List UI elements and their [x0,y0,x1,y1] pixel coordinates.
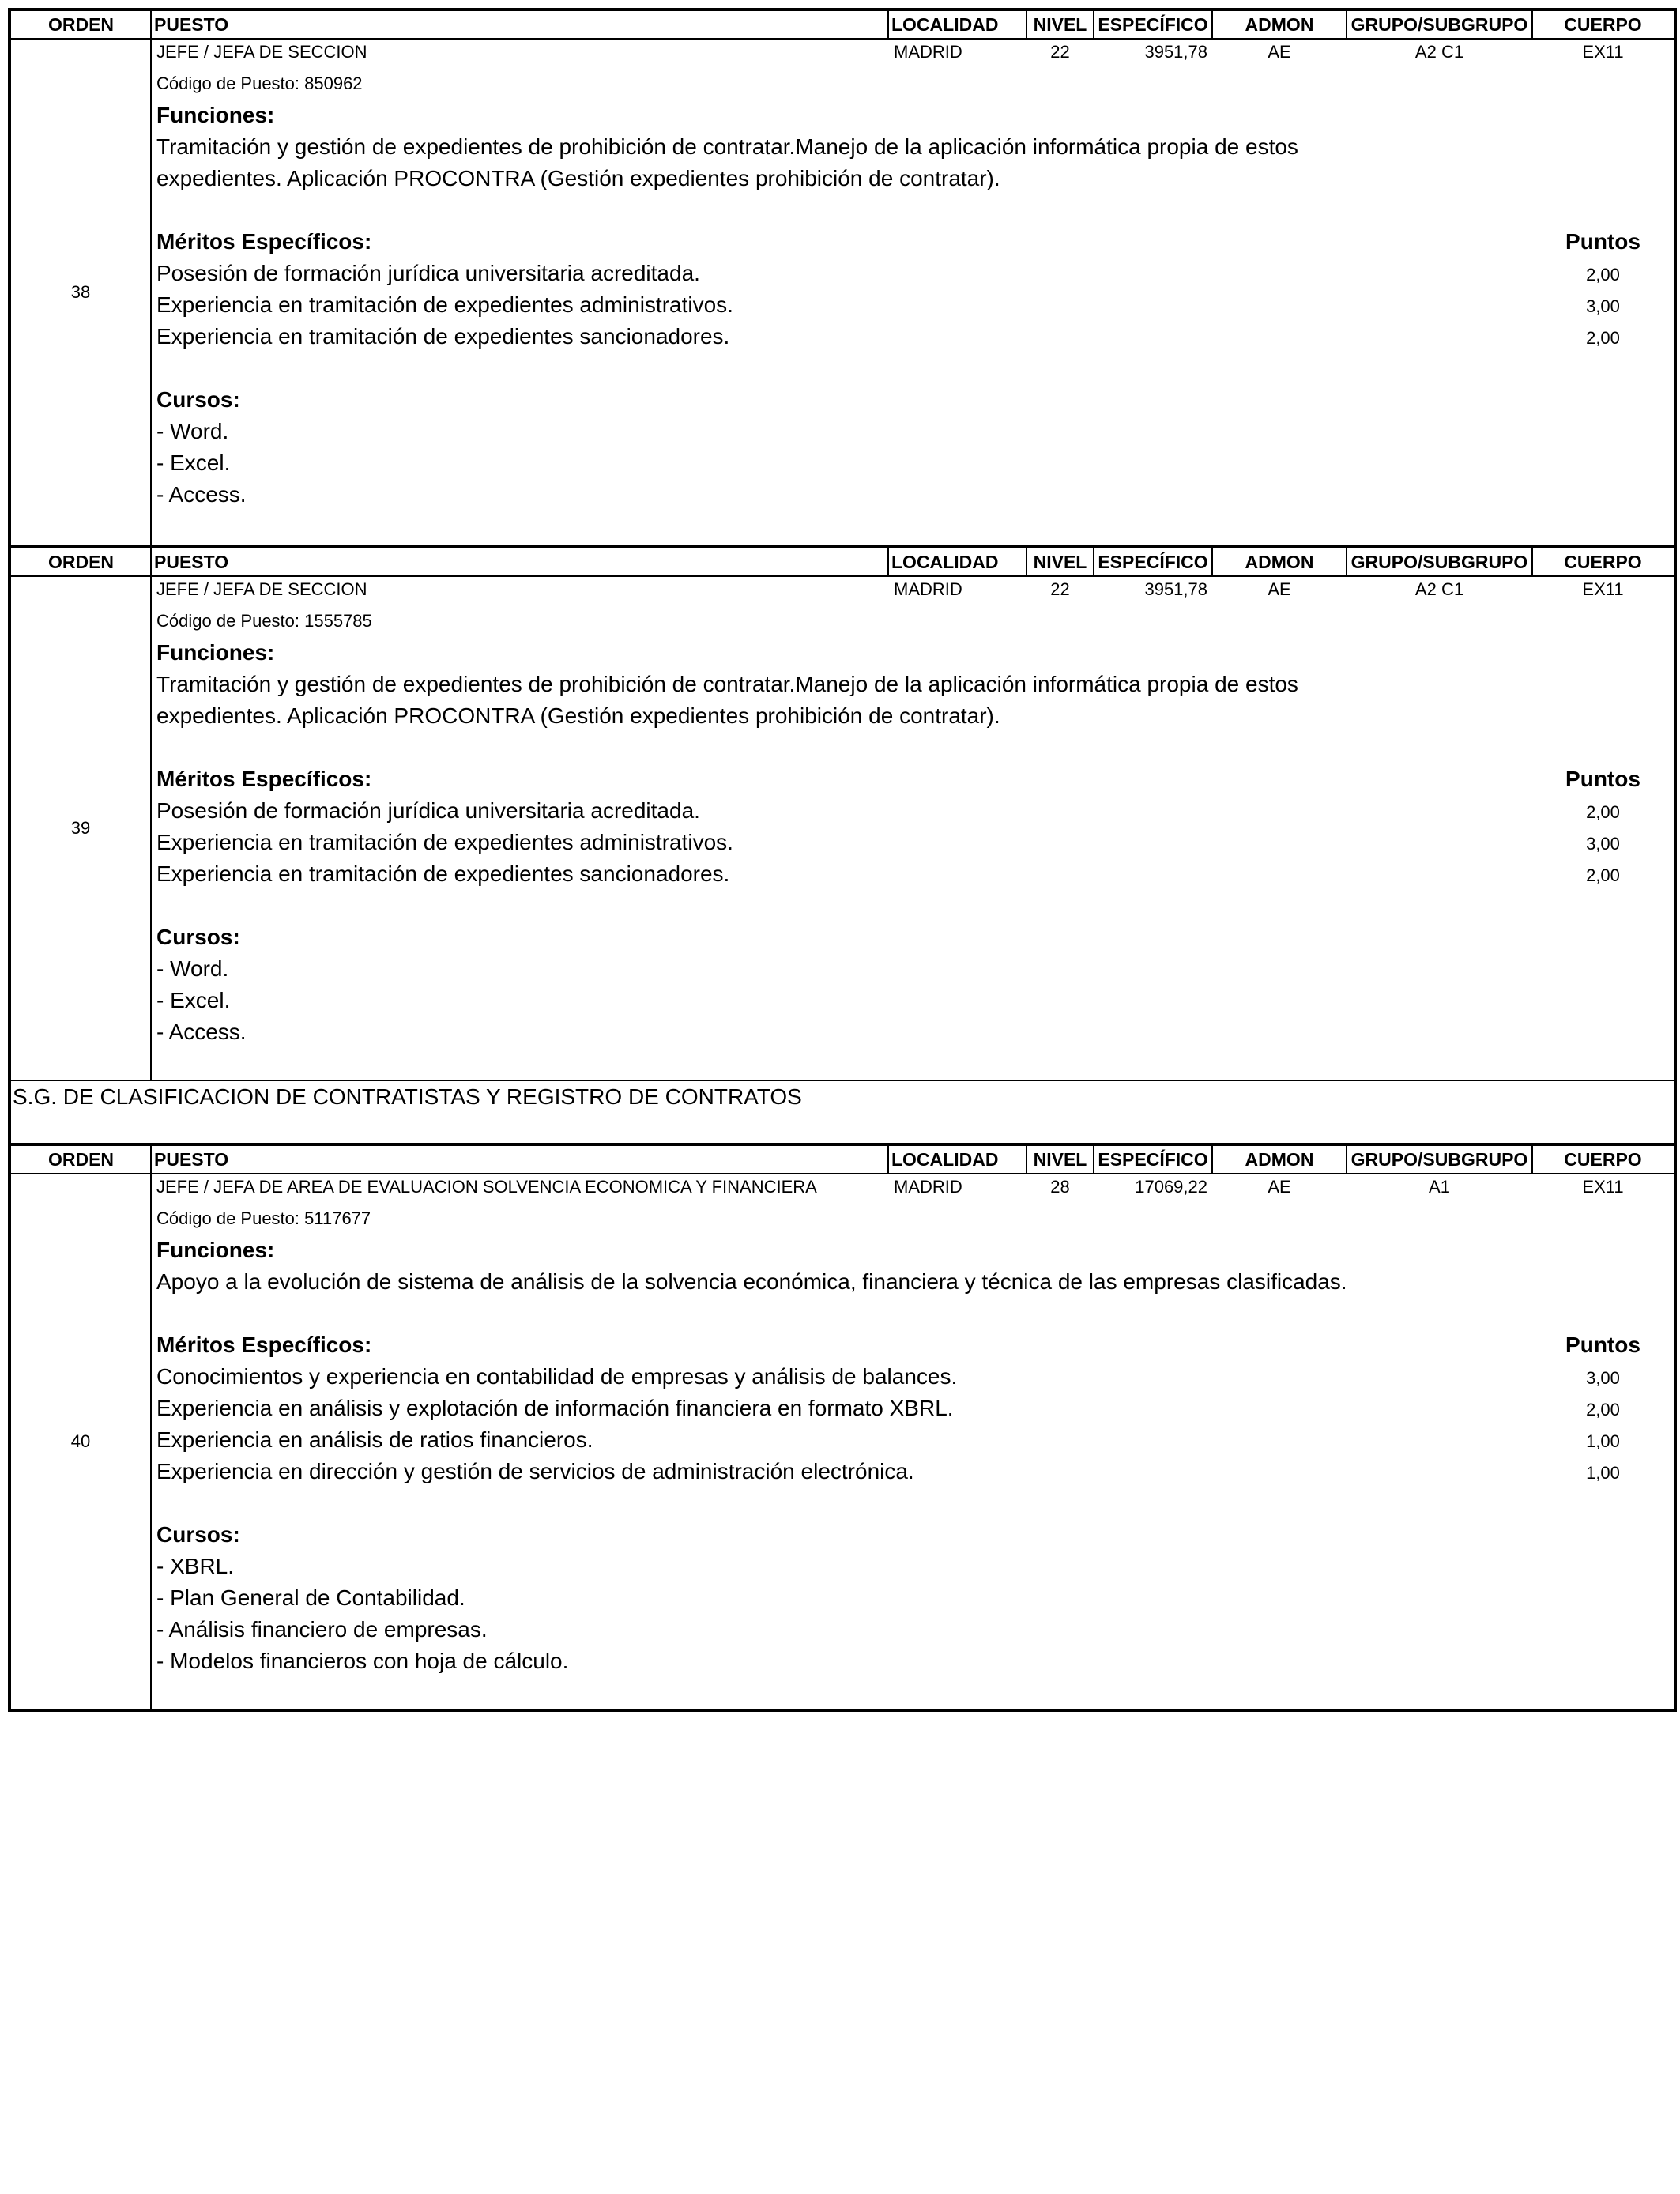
merito-text: Experiencia en tramitación de expedientes administrativos. [156,830,733,854]
merito-text: Experiencia en tramitación de expedientes sancionadores. [156,324,730,349]
header-divider [1093,9,1094,38]
puntos-label: Puntos [1565,1333,1640,1357]
table-header-row [11,1143,1674,1174]
meritos-label: Méritos Específicos: [156,767,372,791]
merito-puntos: 2,00 [1586,265,1620,285]
curso-item: - Plan General de Contabilidad. [156,1585,465,1610]
cuerpo-value: EX11 [1582,579,1624,599]
especifico-value: 3951,78 [1144,579,1207,599]
header-cuerpo: CUERPO [1564,1149,1642,1170]
curso-item: - Word. [156,956,229,981]
header-nivel: NIVEL [1033,14,1087,35]
puesto-name: JEFE / JEFA DE SECCION [156,579,367,599]
header-divider [150,547,152,575]
curso-item: - Excel. [156,988,231,1012]
orden-number: 40 [70,1431,91,1451]
merito-puntos: 2,00 [1586,865,1620,885]
merito-text: Experiencia en tramitación de expedientes sancionadores. [156,861,730,886]
codigo-puesto: Código de Puesto: 850962 [156,74,363,93]
merito-puntos: 2,00 [1586,328,1620,348]
localidad-value: MADRID [894,42,962,62]
merito-text: Experiencia en dirección y gestión de servicios de administración electrónica. [156,1459,914,1483]
funciones-label: Funciones: [156,640,275,665]
merito-text: Experiencia en análisis y explotación de información financiera en formato XBRL. [156,1396,954,1420]
table-header-row [11,545,1674,577]
merito-puntos: 3,00 [1586,296,1620,316]
nivel-value: 28 [1050,1177,1070,1197]
header-divider [1211,547,1213,575]
merito-puntos: 2,00 [1586,1400,1620,1419]
grupo-value: A1 [1429,1177,1450,1197]
header-admon: ADMON [1245,552,1314,572]
header-divider [887,1144,889,1173]
header-divider [1346,9,1347,38]
curso-item: - Análisis financiero de empresas. [156,1617,488,1642]
localidad-value: MADRID [894,579,962,599]
header-especifico: ESPECÍFICO [1098,1149,1208,1170]
grupo-value: A2 C1 [1414,42,1464,62]
funciones-label: Funciones: [156,103,275,127]
admon-value: AE [1268,579,1291,599]
curso-item: - Excel. [156,450,231,475]
nivel-value: 22 [1050,579,1070,599]
header-grupo: GRUPO/SUBGRUPO [1350,1149,1528,1170]
header-divider [1093,1144,1094,1173]
orden-column-divider [150,1174,152,1709]
merito-puntos: 1,00 [1586,1431,1620,1451]
orden-number: 38 [70,282,91,302]
funciones-label: Funciones: [156,1238,275,1262]
puntos-label: Puntos [1565,229,1640,254]
header-puesto: PUESTO [154,1149,229,1170]
header-localidad: LOCALIDAD [891,14,999,35]
section-top-border [11,1080,1674,1081]
codigo-puesto: Código de Puesto: 1555785 [156,611,372,631]
header-divider [1211,9,1213,38]
funciones-text: Tramitación y gestión de expedientes de prohibición de contratar.Manejo de la aplicación informática propia de estos [156,672,1298,696]
merito-puntos: 2,00 [1586,802,1620,822]
curso-item: - XBRL. [156,1554,235,1578]
header-divider [1531,547,1533,575]
admon-value: AE [1268,42,1291,62]
nivel-value: 22 [1050,42,1070,62]
funciones-text: expedientes. Aplicación PROCONTRA (Gestión expedientes prohibición de contratar). [156,166,1000,190]
header-divider [1211,1144,1213,1173]
header-divider [1531,9,1533,38]
merito-text: Posesión de formación jurídica universitaria acreditada. [156,261,700,285]
funciones-text: expedientes. Aplicación PROCONTRA (Gestión expedientes prohibición de contratar). [156,703,1000,728]
header-divider [1093,547,1094,575]
document [8,8,1677,1712]
header-cuerpo: CUERPO [1564,14,1642,35]
funciones-text: Apoyo a la evolución de sistema de análisis de la solvencia económica, financiera y técnica de las empresas clasificadas. [156,1269,1347,1294]
cursos-label: Cursos: [156,925,240,949]
puntos-label: Puntos [1565,767,1640,791]
orden-column-divider [150,577,152,1080]
orden-number: 39 [70,818,91,838]
header-localidad: LOCALIDAD [891,552,999,572]
header-puesto: PUESTO [154,552,229,572]
meritos-label: Méritos Específicos: [156,229,372,254]
header-localidad: LOCALIDAD [891,1149,999,1170]
header-puesto: PUESTO [154,14,229,35]
merito-text: Posesión de formación jurídica universitaria acreditada. [156,798,700,823]
header-especifico: ESPECÍFICO [1098,552,1208,572]
curso-item: - Access. [156,1020,247,1044]
section-title: S.G. DE CLASIFICACION DE CONTRATISTAS Y REGISTRO DE CONTRATOS [13,1084,802,1109]
especifico-value: 17069,22 [1135,1177,1207,1197]
header-divider [150,1144,152,1173]
grupo-value: A2 C1 [1414,579,1464,599]
curso-item: - Access. [156,482,247,507]
merito-text: Conocimientos y experiencia en contabilidad de empresas y análisis de balances. [156,1364,958,1389]
header-admon: ADMON [1245,14,1314,35]
cuerpo-value: EX11 [1582,42,1624,62]
header-orden: ORDEN [47,14,115,35]
merito-text: Experiencia en tramitación de expedientes administrativos. [156,292,733,317]
header-divider [1026,1144,1027,1173]
meritos-label: Méritos Específicos: [156,1333,372,1357]
header-especifico: ESPECÍFICO [1098,14,1208,35]
header-orden: ORDEN [47,1149,115,1170]
table-header-row [11,8,1674,40]
merito-text: Experiencia en análisis de ratios financieros. [156,1427,593,1452]
header-grupo: GRUPO/SUBGRUPO [1350,552,1528,572]
merito-puntos: 3,00 [1586,1368,1620,1388]
puesto-name: JEFE / JEFA DE AREA DE EVALUACION SOLVENCIA ECONOMICA Y FINANCIERA [156,1177,817,1197]
header-divider [1531,1144,1533,1173]
merito-puntos: 3,00 [1586,834,1620,854]
especifico-value: 3951,78 [1144,42,1207,62]
funciones-text: Tramitación y gestión de expedientes de prohibición de contratar.Manejo de la aplicación informática propia de estos [156,134,1298,159]
header-divider [1346,547,1347,575]
header-divider [887,9,889,38]
header-divider [887,547,889,575]
header-nivel: NIVEL [1033,552,1087,572]
orden-column-divider [150,40,152,545]
cursos-label: Cursos: [156,387,240,412]
header-divider [1026,9,1027,38]
header-grupo: GRUPO/SUBGRUPO [1350,14,1528,35]
curso-item: - Word. [156,419,229,443]
admon-value: AE [1268,1177,1291,1197]
cursos-label: Cursos: [156,1522,240,1547]
header-orden: ORDEN [47,552,115,572]
header-divider [1346,1144,1347,1173]
puesto-name: JEFE / JEFA DE SECCION [156,42,367,62]
header-divider [150,9,152,38]
header-admon: ADMON [1245,1149,1314,1170]
cuerpo-value: EX11 [1582,1177,1624,1197]
curso-item: - Modelos financieros con hoja de cálculo. [156,1649,569,1673]
codigo-puesto: Código de Puesto: 5117677 [156,1208,371,1228]
header-cuerpo: CUERPO [1564,552,1642,572]
header-divider [1026,547,1027,575]
merito-puntos: 1,00 [1586,1463,1620,1483]
localidad-value: MADRID [894,1177,962,1197]
header-nivel: NIVEL [1033,1149,1087,1170]
